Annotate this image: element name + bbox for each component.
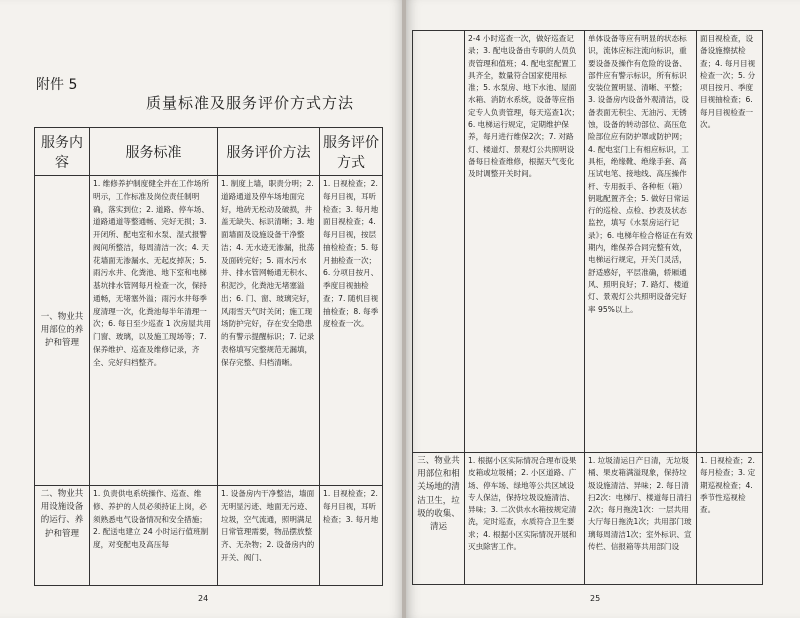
- header-evaluation-method: 服务评价方法: [218, 128, 320, 176]
- header-service-content: 服务内容: [35, 128, 90, 176]
- row2-method: 1. 设备房内干净整洁，墙面无明显污迹、地面无污迹、垃圾，空气流通，照明满足日常管理需要，物品摆放整齐、无杂物；2. 设备房内的开关、阀门、: [218, 486, 320, 586]
- header-evaluation-mode: 服务评价方式: [320, 128, 383, 176]
- row2-category-continued: [413, 31, 465, 453]
- row2-standard: 1. 负责供电系统操作、巡查、维修、养护的人员必须持证上岗，必须熟悉电气设备情况和安全措施；2. 配送电建立 24 小时运行值班制度，对变配电及高压每: [90, 486, 218, 586]
- right-page: [406, 0, 800, 618]
- row1-method: 1. 制度上墙，职责分明；2. 道路通道及停车场地面完好，地砖无松动及破损，井盖无缺失、标识清晰；3. 地面墙面及设施设备干净整洁；4. 无水迹无渗漏，批荡及面砖完好；5. 雨水污水井、排水管网畅通无积水、积泥沙，化粪池无堵塞溢出；6. 门、窗、玻璃完好，风雨雪天气时关闭；施工现场防护完好，存在安全隐患的有警示提醒标识；7. 记录表格填写完整规范无漏填，保存完整、归档清晰。: [218, 176, 320, 486]
- row1-standard: 1. 维修养护制度健全并在工作场所明示，工作标准及岗位责任制明确，落实到位；2. 道路、停车场、道路通道等整通畅、完好无损；3. 开闭所、配电室和水泵、湿式报警阀间所整洁，每周清洁一次；4. 天花墙面无渗漏水、无起皮掉灰；5. 雨污水井、化粪池、地下室和电梯基坑排水管网每月检查一次，保持通畅，无堵塞外溢；雨污水井每季度清理一次，化粪池每半年清理一次；6. 每日至少巡查 1 次房屋共用门窗、玻璃，以及施工现场等；7. 保养维护、巡查及维修记录，齐全、完好归档整齐。: [90, 176, 218, 486]
- document-title: 质量标准及服务评价方式方法: [145, 94, 354, 112]
- row3-standard: 1. 根据小区实际情况合理布设果皮箱或垃圾桶；2. 小区道路、广场、停车场、绿地等公共区域设专人保洁，保持垃圾设施清洁、异味；3. 二次供水水箱按规定清洗，定时巡查，水质符合卫生要求；4. 根据小区实际情况开展和灭虫除害工作。: [465, 453, 585, 585]
- row2-mode: 1. 目视检查；2. 每月目视，耳听检查；3. 每月地: [320, 486, 383, 586]
- page-number-left: 24: [198, 594, 209, 603]
- row3-method: 1. 垃圾清运日产日清，无垃圾桶、果皮箱满溢现象，保持垃圾设施清洁、异味；2. 每日清扫2次：电梯厅、楼道每日清扫2次；每月拖洗1次：一层共用大厅每日拖洗1次；共用部门玻璃每周清洁1次；室外标识、宣传栏、信报箱等共用部门设: [585, 453, 697, 585]
- row1-category: 一、物业共用部位的养护和管理: [35, 176, 90, 486]
- row1-mode: 1. 日视检查；2. 每月目视，耳听检查；3. 每月地面目视检查；4. 每月目视，按层抽检检查；5. 每月抽检查一次；6. 分项目按月、季度目视抽检查；7. 随机目视抽检查；8. 每季度检查一次。: [320, 176, 383, 486]
- standards-table-left: [34, 127, 383, 586]
- row3-mode: 1. 日视检查；2. 每月检查；3. 定期巡视检查；4. 季节性巡视检查。: [697, 453, 763, 585]
- header-service-standard: 服务标准: [90, 128, 218, 176]
- row2-mode-continued: 面目视检查，设备设施擦拭检查；4. 每月目视检查一次；5. 分项目按月、季度目视抽检查；6. 每月目视检查一次。: [697, 31, 763, 453]
- page-number-right: 25: [590, 594, 601, 603]
- row2-standard-continued: 2-4 小时巡查一次，做好巡查记录；3. 配电设备由专职的人员负责管理和值班；4. 配电室配置工具齐全，数量符合国家使用标准；5. 水泵房、地下水池、屋面水箱、消防水系统，设备等应指定专人负责管理，每天巡查1次；6. 电梯运行规定，定期维护保养，每月进行维保2次；7. 对路灯、楼道灯、景观灯公共照明设备每日检查维修，根据天气变化及时调整开关时间。: [465, 31, 585, 453]
- standards-table-right: [412, 30, 763, 585]
- row3-category: 三、物业共用部位和相关场地的清洁卫生，垃圾的收集、清运: [413, 453, 465, 585]
- annex-label: 附件 5: [36, 77, 78, 93]
- row2-category: 二、物业共用设施设备的运行、养护和管理: [35, 486, 90, 586]
- row2-method-continued: 单体设备等应有明显的状态标识，流体应标注流向标识，重要设备及操作有危险的设备、部件应有警示标识，所有标识安装位置明显、清晰、平整；3. 设备房内设备外观清洁，设备表面无积尘、无油污、无锈蚀，设备的转动部位、高压危险部位应有防护罩或防护网；4. 配电室门上有相应标识，工具柜，绝缘靴、绝缘手套、高压试电笔、接地线、高压操作杆、专用扳手、各种柜（箱）钥匙配置齐全；5. 做好日常运行的巡检、点检、抄表及状态监控，填写《水泵房运行记录》；6. 电梯年检合格证在有效期内，维保养合同完整有效，电梯运行规定，开关门灵活，舒适感好，平层准确，轿厢通风、照明良好；7. 路灯、楼道灯、景观灯公共照明设备完好率 95%以上。: [585, 31, 697, 453]
